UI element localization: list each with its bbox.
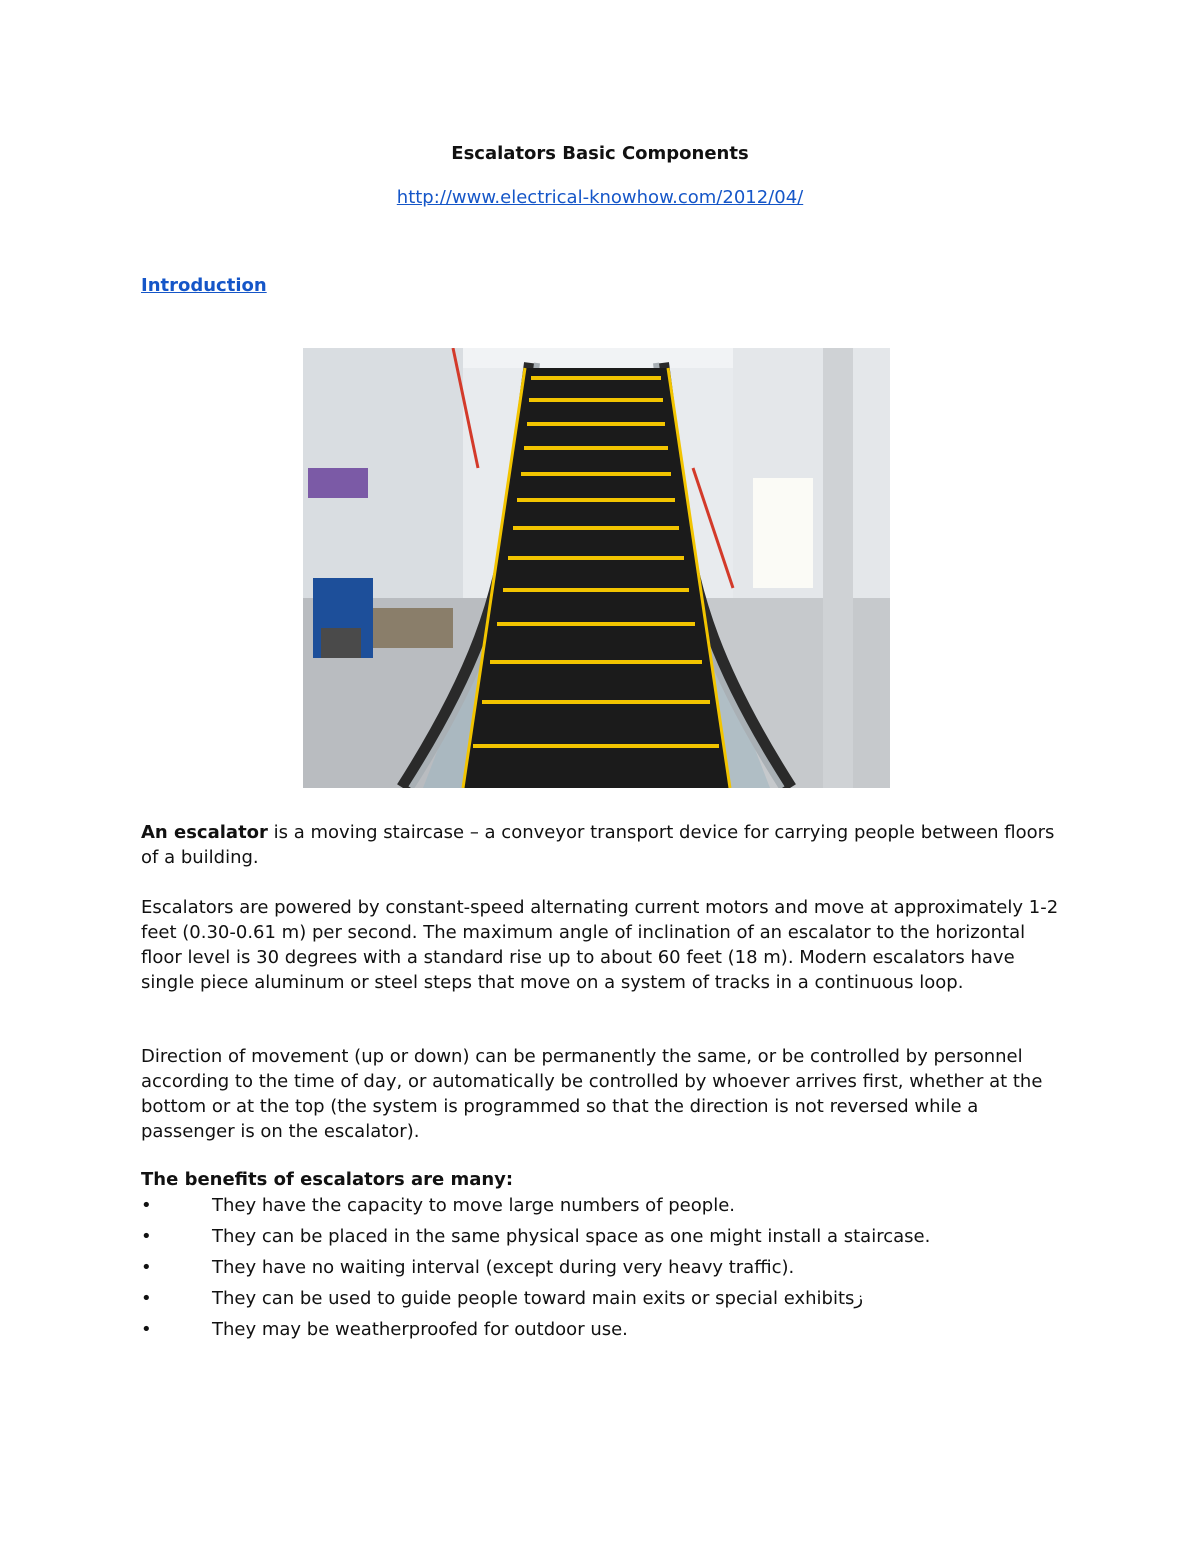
escalator-illustration	[303, 348, 890, 788]
introduction-link[interactable]: Introduction	[141, 275, 267, 296]
list-item	[141, 1286, 1066, 1317]
list-item	[141, 1193, 1066, 1224]
escalator-photo	[303, 348, 890, 788]
escalator-term: An escalator	[141, 822, 268, 843]
list-item	[141, 1317, 1066, 1348]
bullet-icon: •	[141, 1226, 152, 1247]
benefits-list	[141, 1193, 1066, 1348]
benefit-text: They may be weatherproofed for outdoor use.	[212, 1319, 628, 1340]
benefit-text: They can be used to guide people toward main exits or special exhibitsز	[212, 1288, 864, 1309]
bullet-icon: •	[141, 1257, 152, 1278]
paragraph-direction: Direction of movement (up or down) can be permanently the same, or be controlled by personnel according to the time of day, or automatically be controlled by whoever arrives first, whether at the bottom or at the top (the system is programmed so that the direction is not reversed while a passenger is on the escalator).	[141, 1046, 1043, 1142]
bullet-icon: •	[141, 1319, 152, 1340]
source-link[interactable]: http://www.electrical-knowhow.com/2012/04/	[396, 187, 804, 208]
benefit-text: They have the capacity to move large numbers of people.	[212, 1195, 735, 1216]
benefits-heading: The benefits of escalators are many:	[141, 1169, 514, 1190]
document-title: Escalators Basic Components	[451, 143, 749, 164]
benefit-text: They can be placed in the same physical space as one might install a staircase.	[212, 1226, 931, 1247]
paragraph-power: Escalators are powered by constant-speed alternating current motors and move at approximately 1-2 feet (0.30-0.61 m) per second. The maximum angle of inclination of an escalator to the horizontal floor level is 30 degrees with a standard rise up to about 60 feet (18 m). Modern escalators have single piece aluminum or steel steps that move on a system of tracks in a continuous loop.	[141, 897, 1059, 993]
paragraph-escalator-definition	[141, 820, 1066, 870]
definition-text: is a moving staircase – a conveyor transport device for carrying people between floors of a building.	[141, 822, 1055, 868]
list-item	[141, 1255, 1066, 1286]
bullet-icon: •	[141, 1288, 152, 1309]
bullet-icon: •	[141, 1195, 152, 1216]
list-item	[141, 1224, 1066, 1255]
benefit-text: They have no waiting interval (except during very heavy traffic).	[212, 1257, 795, 1278]
